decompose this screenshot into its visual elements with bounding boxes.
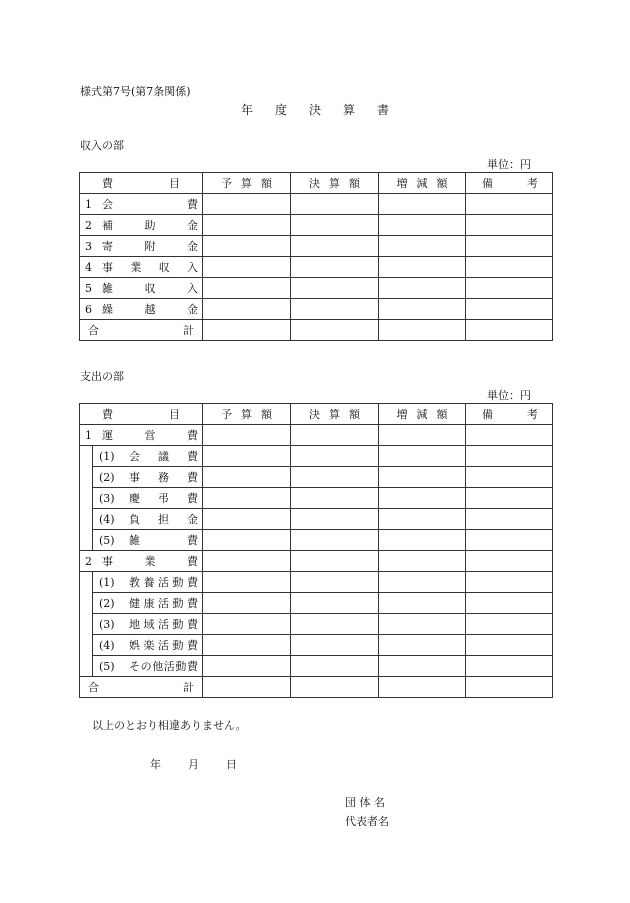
closing-statement: 以上のとおり相違ありません。: [92, 719, 247, 732]
indent-cell: [80, 635, 93, 656]
form-number: 様式第7号(第7条関係): [80, 85, 191, 98]
income-diff-cell[interactable]: [379, 257, 466, 278]
expense-remarks-cell[interactable]: [466, 551, 553, 572]
expense-item-cell: [93, 446, 203, 467]
expense-settled-cell[interactable]: [291, 551, 379, 572]
item-label: 雑 費: [129, 534, 198, 547]
header-item: [80, 173, 203, 194]
expense-settled-cell[interactable]: [291, 614, 379, 635]
income-item-cell: [80, 215, 203, 236]
income-total-diff-cell[interactable]: [379, 320, 466, 341]
expense-diff-cell[interactable]: [379, 530, 466, 551]
total-label-b: 計: [183, 681, 194, 694]
header-remarks-a: 備: [482, 408, 493, 421]
group-label: 運 営 費: [102, 429, 198, 442]
income-settled-cell[interactable]: [291, 299, 379, 320]
document-title: 年度決算書: [240, 103, 411, 117]
indent-cell: [80, 530, 93, 551]
expense-diff-cell[interactable]: [379, 509, 466, 530]
income-budget-cell[interactable]: [203, 194, 291, 215]
expense-item-cell: [93, 572, 203, 593]
header-budget: [203, 404, 291, 425]
row-number: 3: [85, 239, 92, 253]
income-item-cell: [80, 194, 203, 215]
header-remarks: [466, 173, 553, 194]
expense-budget-cell[interactable]: [203, 656, 291, 677]
item-label: 地 域 活 動 費: [129, 618, 198, 631]
expense-budget-cell[interactable]: [203, 425, 291, 446]
header-item-a: 費: [102, 408, 113, 421]
income-diff-cell[interactable]: [379, 299, 466, 320]
header-budget-label: 予算額: [221, 177, 281, 190]
item-label: 負 担 金: [129, 513, 198, 526]
expense-total-settled-cell[interactable]: [291, 677, 379, 698]
expense-item-cell: [93, 614, 203, 635]
item-label: 事 務 費: [129, 471, 198, 484]
expense-total-remarks-cell[interactable]: [466, 677, 553, 698]
income-total-settled-cell[interactable]: [291, 320, 379, 341]
income-settled-cell[interactable]: [291, 278, 379, 299]
income-budget-cell[interactable]: [203, 299, 291, 320]
expense-budget-cell[interactable]: [203, 551, 291, 572]
expense-settled-cell[interactable]: [291, 425, 379, 446]
table-row: [80, 572, 553, 593]
expense-budget-cell[interactable]: [203, 467, 291, 488]
income-settled-cell[interactable]: [291, 194, 379, 215]
header-settled: [291, 404, 379, 425]
expense-unit-label: 単位：円: [487, 389, 531, 402]
expense-item-cell: [93, 635, 203, 656]
income-diff-cell[interactable]: [379, 236, 466, 257]
table-row: [80, 593, 553, 614]
table-row: [80, 488, 553, 509]
header-settled-label: 決算額: [309, 408, 369, 421]
item-number: (3): [99, 617, 115, 631]
table-row: [80, 635, 553, 656]
date-day: 日: [226, 758, 237, 771]
expense-diff-cell[interactable]: [379, 635, 466, 656]
item-label: 慶 弔 費: [129, 492, 198, 505]
table-row: [80, 551, 553, 572]
expense-item-cell: [93, 467, 203, 488]
row-number: 4: [85, 260, 92, 274]
indent-cell: [80, 509, 93, 530]
income-diff-cell[interactable]: [379, 194, 466, 215]
expense-budget-cell[interactable]: [203, 593, 291, 614]
expense-settled-cell[interactable]: [291, 530, 379, 551]
table-row: [80, 299, 553, 320]
row-label: 繰 越 金: [102, 303, 198, 316]
representative-name-label: 代表者名: [345, 815, 389, 828]
income-item-cell: [80, 299, 203, 320]
table-row: [80, 257, 553, 278]
expense-remarks-cell[interactable]: [466, 509, 553, 530]
income-settled-cell[interactable]: [291, 215, 379, 236]
date-line: [150, 756, 264, 772]
income-remarks-cell[interactable]: [466, 257, 553, 278]
table-row: [80, 278, 553, 299]
expense-settled-cell[interactable]: [291, 572, 379, 593]
header-item: [80, 404, 203, 425]
expense-diff-cell[interactable]: [379, 593, 466, 614]
expense-remarks-cell[interactable]: [466, 593, 553, 614]
income-table: [79, 172, 553, 341]
item-label: そ の 他 活 動 費: [129, 660, 198, 673]
date-month: 月: [188, 758, 199, 771]
item-number: (3): [99, 491, 115, 505]
expense-section-label: 支出の部: [80, 370, 124, 383]
income-remarks-cell[interactable]: [466, 215, 553, 236]
income-budget-cell[interactable]: [203, 236, 291, 257]
group-label: 事 業 費: [102, 555, 198, 568]
expense-budget-cell[interactable]: [203, 446, 291, 467]
row-label: 寄 附 金: [102, 240, 198, 253]
header-remarks-a: 備: [482, 177, 493, 190]
expense-table: [79, 403, 553, 698]
table-row: [80, 215, 553, 236]
expense-budget-cell[interactable]: [203, 635, 291, 656]
income-settled-cell[interactable]: [291, 236, 379, 257]
indent-cell: [80, 614, 93, 635]
expense-group-cell: [80, 425, 203, 446]
expense-settled-cell[interactable]: [291, 593, 379, 614]
expense-diff-cell[interactable]: [379, 488, 466, 509]
header-settled-label: 決算額: [309, 177, 369, 190]
total-row: [80, 320, 553, 341]
table-row: [80, 446, 553, 467]
indent-cell: [80, 488, 93, 509]
item-number: (1): [99, 575, 115, 589]
indent-cell: [80, 656, 93, 677]
total-label-b: 計: [183, 324, 194, 337]
item-number: (2): [99, 470, 115, 484]
expense-budget-cell[interactable]: [203, 509, 291, 530]
item-number: (1): [99, 449, 115, 463]
income-header-row: [80, 173, 553, 194]
organization-name-label: 団 体 名: [345, 796, 385, 809]
expense-budget-cell[interactable]: [203, 488, 291, 509]
expense-item-cell: [93, 488, 203, 509]
header-remarks: [466, 404, 553, 425]
row-label: 会 費: [102, 198, 198, 211]
total-label-a: 合: [88, 324, 99, 337]
indent-cell: [80, 446, 93, 467]
expense-remarks-cell[interactable]: [466, 425, 553, 446]
group-number: 2: [85, 554, 92, 568]
row-number: 5: [85, 281, 92, 295]
item-label: 健 康 活 動 費: [129, 597, 198, 610]
income-remarks-cell[interactable]: [466, 236, 553, 257]
expense-item-cell: [93, 656, 203, 677]
header-remarks-b: 考: [527, 177, 538, 190]
expense-remarks-cell[interactable]: [466, 635, 553, 656]
header-settled: [291, 173, 379, 194]
table-row: [80, 194, 553, 215]
expense-diff-cell[interactable]: [379, 467, 466, 488]
expense-header-row: [80, 404, 553, 425]
expense-remarks-cell[interactable]: [466, 614, 553, 635]
income-total-budget-cell[interactable]: [203, 320, 291, 341]
row-label: 補 助 金: [102, 219, 198, 232]
item-number: (4): [99, 512, 115, 526]
income-diff-cell[interactable]: [379, 215, 466, 236]
expense-budget-cell[interactable]: [203, 572, 291, 593]
row-number: 2: [85, 218, 92, 232]
table-row: [80, 425, 553, 446]
item-number: (2): [99, 596, 115, 610]
expense-settled-cell[interactable]: [291, 488, 379, 509]
income-item-cell: [80, 278, 203, 299]
header-item-a: 費: [102, 177, 113, 190]
row-number: 1: [85, 197, 92, 211]
expense-diff-cell[interactable]: [379, 656, 466, 677]
row-label: 事 業 収 入: [102, 261, 198, 274]
indent-cell: [80, 572, 93, 593]
income-remarks-cell[interactable]: [466, 299, 553, 320]
expense-settled-cell[interactable]: [291, 509, 379, 530]
income-remarks-cell[interactable]: [466, 194, 553, 215]
expense-diff-cell[interactable]: [379, 614, 466, 635]
income-diff-cell[interactable]: [379, 278, 466, 299]
header-item-b: 目: [169, 177, 180, 190]
expense-group-cell: [80, 551, 203, 572]
item-number: (4): [99, 638, 115, 652]
item-number: (5): [99, 659, 115, 673]
row-label: 雑 収 入: [102, 282, 198, 295]
date-year: 年: [150, 758, 161, 771]
expense-diff-cell[interactable]: [379, 572, 466, 593]
total-label-cell: [80, 677, 203, 698]
expense-remarks-cell[interactable]: [466, 446, 553, 467]
table-row: [80, 236, 553, 257]
expense-settled-cell[interactable]: [291, 656, 379, 677]
income-budget-cell[interactable]: [203, 215, 291, 236]
expense-budget-cell[interactable]: [203, 530, 291, 551]
expense-settled-cell[interactable]: [291, 446, 379, 467]
item-number: (5): [99, 533, 115, 547]
expense-item-cell: [93, 509, 203, 530]
expense-diff-cell[interactable]: [379, 425, 466, 446]
table-row: [80, 509, 553, 530]
header-diff-label: 増減額: [396, 408, 457, 421]
income-total-remarks-cell[interactable]: [466, 320, 553, 341]
header-diff: [379, 404, 466, 425]
item-label: 会 議 費: [129, 450, 198, 463]
income-settled-cell[interactable]: [291, 257, 379, 278]
total-label-a: 合: [88, 681, 99, 694]
income-item-cell: [80, 257, 203, 278]
income-unit-label: 単位：円: [487, 158, 531, 171]
expense-remarks-cell[interactable]: [466, 572, 553, 593]
expense-item-cell: [93, 530, 203, 551]
header-budget: [203, 173, 291, 194]
income-budget-cell[interactable]: [203, 278, 291, 299]
expense-settled-cell[interactable]: [291, 635, 379, 656]
expense-settled-cell[interactable]: [291, 467, 379, 488]
income-budget-cell[interactable]: [203, 257, 291, 278]
header-budget-label: 予算額: [221, 408, 281, 421]
expense-item-cell: [93, 593, 203, 614]
total-row: [80, 677, 553, 698]
table-row: [80, 656, 553, 677]
expense-budget-cell[interactable]: [203, 614, 291, 635]
expense-remarks-cell[interactable]: [466, 530, 553, 551]
row-number: 6: [85, 302, 92, 316]
table-row: [80, 530, 553, 551]
indent-cell: [80, 593, 93, 614]
header-remarks-b: 考: [527, 408, 538, 421]
expense-diff-cell[interactable]: [379, 446, 466, 467]
indent-cell: [80, 467, 93, 488]
item-label: 娯 楽 活 動 費: [129, 639, 198, 652]
header-item-b: 目: [169, 408, 180, 421]
income-remarks-cell[interactable]: [466, 278, 553, 299]
total-label-cell: [80, 320, 203, 341]
header-diff-label: 増減額: [396, 177, 457, 190]
header-diff: [379, 173, 466, 194]
expense-total-budget-cell[interactable]: [203, 677, 291, 698]
expense-diff-cell[interactable]: [379, 551, 466, 572]
expense-remarks-cell[interactable]: [466, 656, 553, 677]
table-row: [80, 467, 553, 488]
expense-remarks-cell[interactable]: [466, 488, 553, 509]
group-number: 1: [85, 428, 92, 442]
item-label: 教 養 活 動 費: [129, 576, 198, 589]
expense-remarks-cell[interactable]: [466, 467, 553, 488]
income-item-cell: [80, 236, 203, 257]
table-row: [80, 614, 553, 635]
income-section-label: 収入の部: [80, 139, 124, 152]
expense-total-diff-cell[interactable]: [379, 677, 466, 698]
